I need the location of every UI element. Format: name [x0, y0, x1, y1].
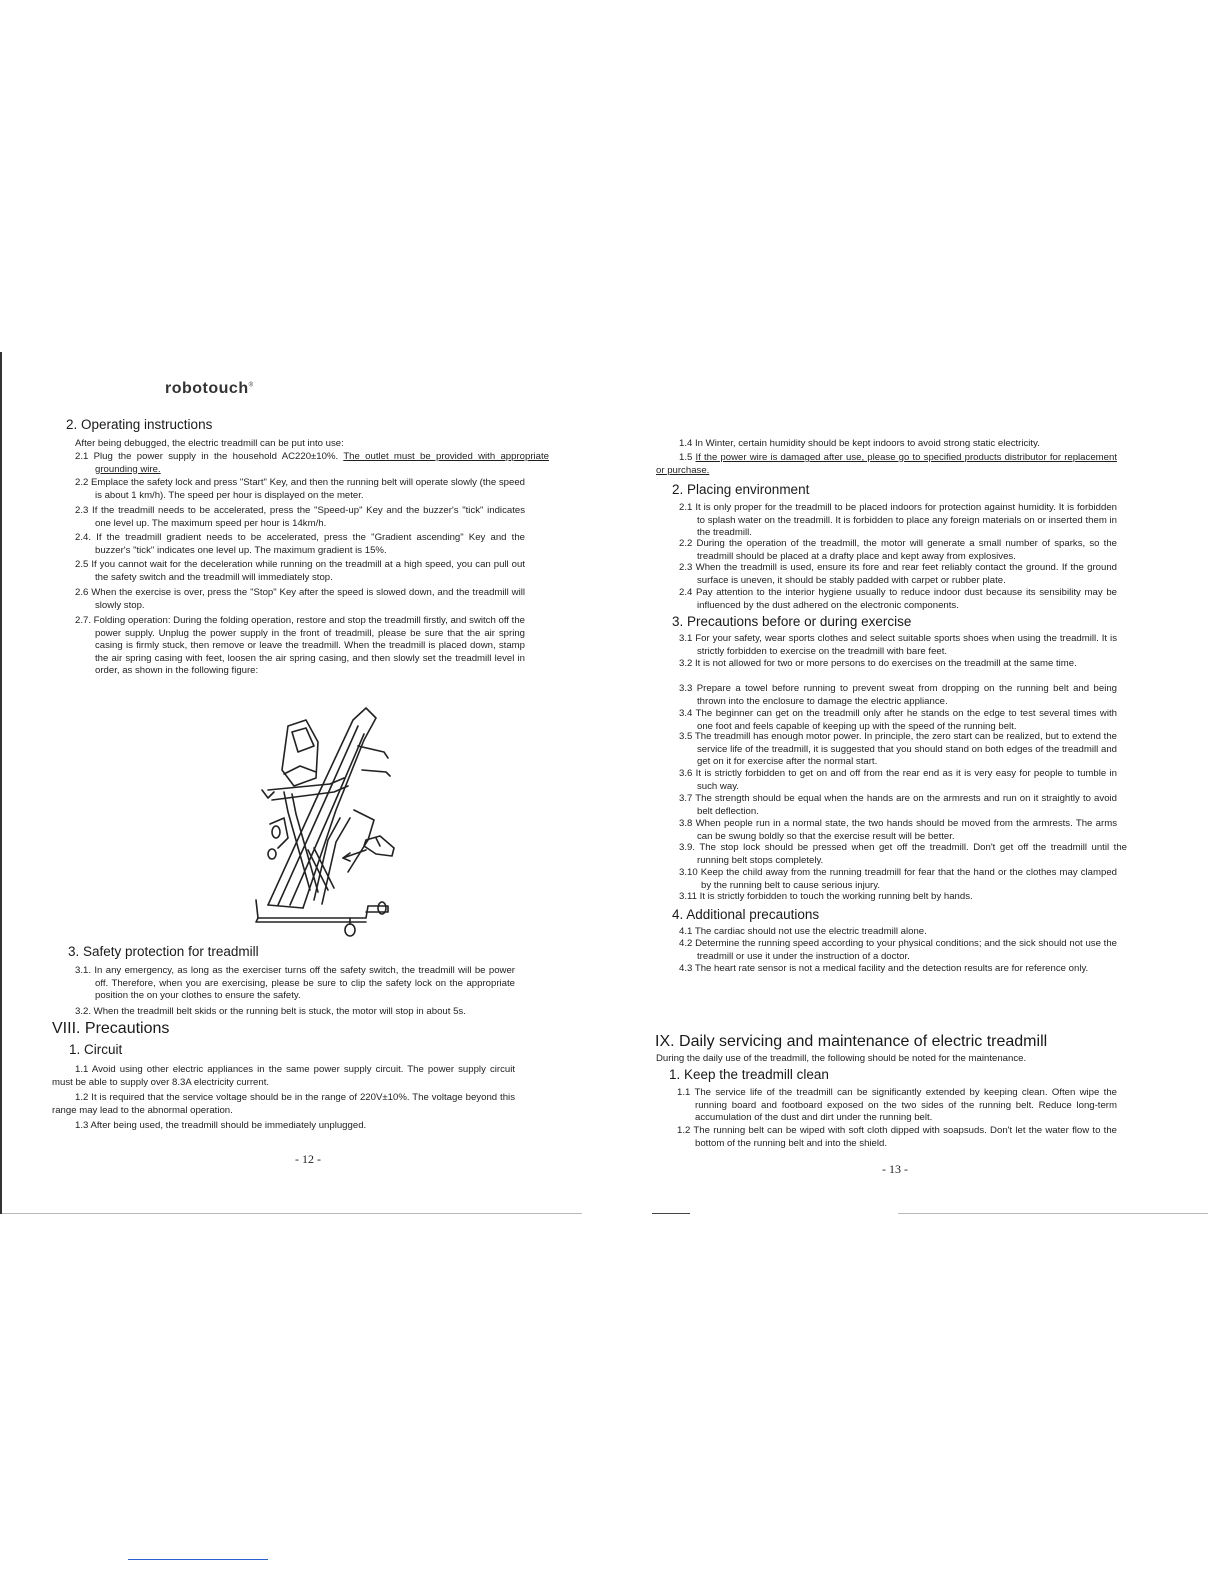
before-item-3-4: 3.4 The beginner can get on the treadmill only after he stands on the edge to test several times with one foot and feels capable of keeping up with the speed of the running belt.	[679, 708, 1117, 732]
operating-item-2-4: 2.4. If the treadmill gradient needs to be accelerated, press the "Gradient ascending" Key and the buzzer's "tick" indicates one level up. The maximum gradient is 15%.	[75, 532, 525, 556]
right-page-edge-mark	[652, 1213, 690, 1214]
additional-precautions-heading: 4. Additional precautions	[672, 907, 820, 922]
daily-intro: During the daily use of the treadmill, the following should be noted for the maintenance.	[656, 1053, 1027, 1064]
precautions-before-heading: 3. Precautions before or during exercise	[672, 614, 912, 629]
before-item-3-3: 3.3 Prepare a towel before running to prevent sweat from dropping on the running belt and being thrown into the enclosure to damage the electric appliance.	[679, 683, 1117, 707]
additional-item-4-2: 4.2 Determine the running speed according to your physical conditions; and the sick should not use the treadmill or use it under the instruction of a doctor.	[679, 938, 1117, 962]
operating-intro: After being debugged, the electric treadmill can be put into use:	[75, 438, 344, 449]
safety-item-3-2: 3.2. When the treadmill belt skids or the running belt is stuck, the motor will stop in about 5s.	[75, 1006, 466, 1017]
before-item-3-10: 3.10 Keep the child away from the running treadmill for fear that the hand or the clothes may clamped by the running belt to cause serious injury.	[679, 867, 1117, 891]
placing-item-2-3: 2.3 When the treadmill is used, ensure its fore and rear feet reliably contact the ground. If the ground surface is uneven, it should be stably padded with carpet or rubber plate.	[679, 562, 1117, 586]
operating-instructions-heading: 2. Operating instructions	[66, 417, 213, 432]
before-item-3-1: 3.1 For your safety, wear sports clothes and select suitable sports shoes when using the treadmill. It is strictly forbidden to exercise on the treadmill with bare feet.	[679, 633, 1117, 657]
operating-item-2-7: 2.7. Folding operation: During the folding operation, restore and stop the treadmill firstly, and switch off the power supply. Unplug the power supply in the front of treadmill, please be sure that the air spring casing is firmly stuck, then remove or leave the treadmill. When the treadmill is placed down, stamp the air spring casing with feet, loosen the air spring casing, and then slowly set the treadmill level in order, as shown in the following figure:	[75, 615, 525, 677]
safety-protection-heading: 3. Safety protection for treadmill	[68, 944, 259, 959]
operating-item-2-6: 2.6 When the exercise is over, press the "Stop" Key after the speed is slowed down, and the treadmill will slowly stop.	[75, 587, 525, 611]
brand-logo: robotouch®	[165, 380, 254, 397]
additional-item-4-1: 4.1 The cardiac should not use the electric treadmill alone.	[679, 926, 927, 937]
operating-item-2-5: 2.5 If you cannot wait for the deceleration while running on the treadmill at a high speed, you can pull out the safety switch and the treadmill will immediately stop.	[75, 559, 525, 583]
before-item-3-5: 3.5 The treadmill has enough motor power. In principle, the zero start can be realized, but to extend the service life of the treadmill, it is suggested that you should stand on both edges of the treadmill and get on it for exercise after the normal start.	[679, 731, 1117, 768]
page-number-right: - 13 -	[882, 1162, 908, 1176]
bottom-blue-rule	[128, 1559, 268, 1560]
before-item-3-2: 3.2 It is not allowed for two or more persons to do exercises on the treadmill at the same time.	[679, 658, 1077, 669]
before-item-3-9: 3.9. The stop lock should be pressed when get off the treadmill. Don't get off the treadmill until the running belt stops completely.	[679, 842, 1127, 866]
precautions-item-1-3: 1.3 After being used, the treadmill should be immediately unplugged.	[75, 1120, 367, 1131]
before-item-3-11: 3.11 It is strictly forbidden to touch the working running belt by hands.	[679, 891, 973, 902]
before-item-3-7: 3.7 The strength should be equal when the hands are on the armrests and run on it straightly to avoid belt deflection.	[679, 793, 1117, 817]
before-item-3-8: 3.8 When people run in a normal state, the two hands should be moved from the armrests. The arms can be swung boldly so that the exercise result will be better.	[679, 818, 1117, 842]
operating-item-2-1: 2.1 Plug the power supply in the household AC220±10%. The outlet must be provided with appropriate grounding wire.	[75, 451, 549, 475]
before-item-3-6: 3.6 It is strictly forbidden to get on and off from the rear end as it is very easy for people to tumble in such way.	[679, 768, 1117, 792]
keep-clean-heading: 1. Keep the treadmill clean	[669, 1067, 829, 1082]
precautions-item-1-1: 1.1 Avoid using other electric appliances in the same power supply circuit. The power supply circuit must be able to supply over 8.3A electricity current.	[52, 1064, 515, 1088]
operating-item-2-3: 2.3 If the treadmill needs to be accelerated, press the "Speed-up" Key and the buzzer's "tick" indicates one level up. The maximum speed per hour is 14km/h.	[75, 505, 525, 529]
placing-environment-heading: 2. Placing environment	[672, 482, 810, 497]
placing-item-2-2: 2.2 During the operation of the treadmill, the motor will generate a small number of sparks, so the treadmill should be placed at a drafty place and kept away from explosives.	[679, 538, 1117, 562]
precautions-item-1-5: 1.5 If the power wire is damaged after use, please go to specified products distributor for replacement or purchase.	[656, 452, 1117, 476]
precautions-item-1-4: 1.4 In Winter, certain humidity should be kept indoors to avoid strong static electricity.	[679, 438, 1040, 449]
placing-item-2-1: 2.1 It is only proper for the treadmill to be placed indoors for protection against humidity. It is forbidden to splash water on the treadmill. It is forbidden to place any foreign materials on or inserted them in the treadmill.	[679, 502, 1117, 539]
left-page-bottom-edge	[2, 1213, 582, 1214]
daily-item-1-2: 1.2 The running belt can be wiped with soft cloth dipped with soapsuds. Don't let the water flow to the bottom of the running belt and into the shield.	[677, 1125, 1117, 1149]
operating-item-2-2: 2.2 Emplace the safety lock and press "Start" Key, and then the running belt will operate slowly (the speed is about 1 km/h). The speed per hour is displayed on the meter.	[75, 477, 525, 501]
page-number-left: - 12 -	[295, 1152, 321, 1166]
daily-servicing-heading: IX. Daily servicing and maintenance of electric treadmill	[655, 1033, 1048, 1050]
treadmill-folding-figure	[248, 700, 408, 940]
additional-item-4-3: 4.3 The heart rate sensor is not a medical facility and the detection results are for reference only.	[679, 963, 1089, 974]
safety-item-3-1: 3.1. In any emergency, as long as the exerciser turns off the safety switch, the treadmill will be power off. Therefore, when you are exercising, please be sure to clip the safety lock on the appropriate position the on your clothes to ensure the safety.	[75, 965, 515, 1002]
placing-item-2-4: 2.4 Pay attention to the interior hygiene usually to reduce indoor dust because its sensibility may be influenced by the dust adhered on the electronic components.	[679, 587, 1117, 611]
precautions-heading: VIII. Precautions	[52, 1020, 170, 1037]
circuit-heading: 1. Circuit	[69, 1042, 123, 1057]
right-page-bottom-edge	[898, 1213, 1208, 1214]
precautions-item-1-2: 1.2 It is required that the service voltage should be in the range of 220V±10%. The voltage beyond this range may lead to the abnormal operation.	[52, 1092, 515, 1116]
daily-item-1-1: 1.1 The service life of the treadmill can be significantly extended by keeping clean. Often wipe the running board and footboard exposed on the two sides of the running belt. Reduce long-term accumulation of the dust and dirt under the running belt.	[677, 1087, 1117, 1124]
